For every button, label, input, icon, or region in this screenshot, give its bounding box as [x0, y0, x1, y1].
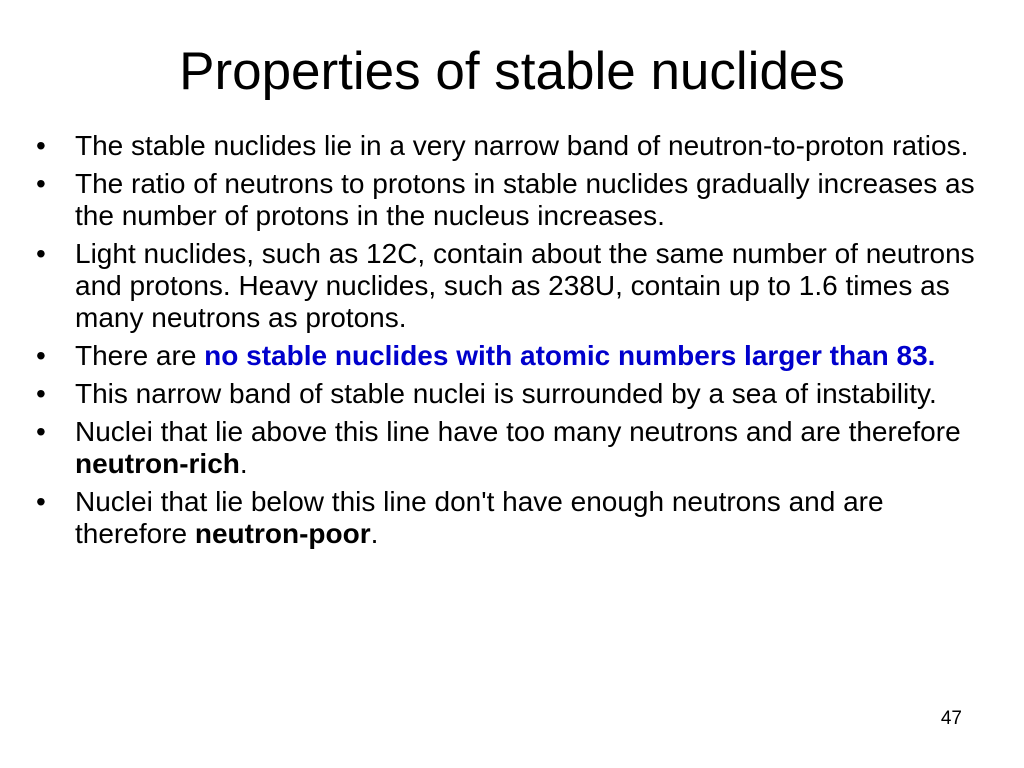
bullet-item — [36, 168, 986, 232]
bold-term: neutron-poor — [194, 518, 371, 549]
bullet-item — [36, 378, 986, 410]
slide-title: Properties of stable nuclides — [179, 42, 845, 101]
bullet-text-end: . — [370, 518, 379, 549]
bullet-item — [36, 238, 986, 334]
bullet-text: The stable nuclides lie in a very narrow band of neutron-to-proton ratios. — [75, 130, 969, 161]
bullet-text: Nuclei that lie above this line have too many neutrons and are therefore — [75, 416, 961, 447]
bullet-item — [36, 486, 986, 550]
bullet-text: The ratio of neutrons to protons in stable nuclides gradually increases as the number of protons in the nucleus increases. — [75, 168, 975, 231]
highlighted-text: no stable nuclides with atomic numbers larger than 83. — [204, 340, 936, 371]
bullet-list — [36, 130, 986, 556]
bullet-text: Nuclei that lie below this line don't have enough neutrons and are therefore — [75, 486, 884, 549]
bullet-icon: • — [36, 130, 46, 161]
slide-number: 47 — [940, 708, 962, 729]
bullet-text-end: . — [239, 448, 248, 479]
bullet-icon: • — [36, 340, 46, 371]
bullet-icon: • — [36, 416, 46, 447]
bullet-icon: • — [36, 238, 46, 269]
bullet-item — [36, 340, 986, 372]
bullet-text: There are — [75, 340, 205, 371]
bullet-icon: • — [36, 168, 46, 199]
bold-term: neutron-rich — [75, 448, 240, 479]
bullet-icon: • — [36, 486, 46, 517]
bullet-item — [36, 130, 986, 162]
bullet-item — [36, 416, 986, 480]
bullet-icon: • — [36, 378, 46, 409]
bullet-text: Light nuclides, such as 12C, contain about the same number of neutrons and protons. Heavy nuclides, such as 238U, contain up to 1.6 times as many neutrons as protons. — [75, 238, 975, 333]
bullet-text: This narrow band of stable nuclei is surrounded by a sea of instability. — [75, 378, 937, 409]
